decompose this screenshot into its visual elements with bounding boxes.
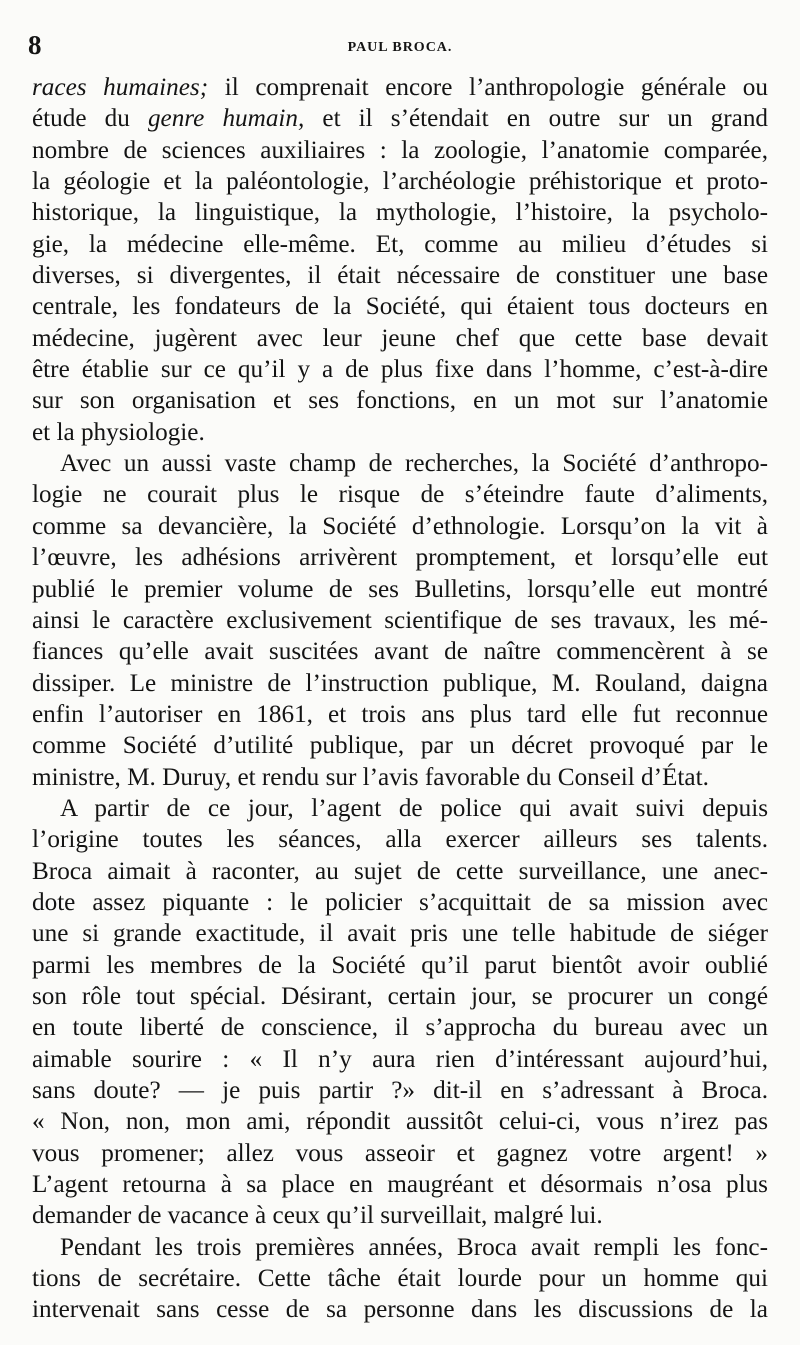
text-line bbox=[32, 887, 768, 918]
text-segment: étude du bbox=[32, 105, 148, 133]
text-segment: comme Société d’utilité publique, par un décret provoqué par le bbox=[32, 732, 768, 760]
text-line bbox=[32, 291, 768, 322]
text-segment: aimable sourire : « Il n’y aura rien d’intéressant aujourd’hui, bbox=[32, 1045, 768, 1073]
text-segment: diverses, si divergentes, il était nécessaire de constituer une base bbox=[32, 262, 768, 290]
text-line bbox=[32, 385, 768, 416]
text-line bbox=[32, 918, 768, 949]
text-line bbox=[32, 730, 768, 761]
text-line bbox=[32, 668, 768, 699]
text-line bbox=[32, 135, 768, 166]
text-segment: comme sa devancière, la Société d’ethnologie. Lorsqu’on la vit à bbox=[32, 512, 768, 540]
text-segment: gie, la médecine elle-même. Et, comme au milieu d’études si bbox=[32, 230, 768, 258]
text-line bbox=[32, 1200, 768, 1231]
text-line bbox=[32, 229, 768, 260]
text-line bbox=[32, 1169, 768, 1200]
text-line bbox=[32, 1263, 768, 1294]
text-segment: sans doute? — je puis partir ?» dit-il en s’adressant à Broca. bbox=[32, 1077, 768, 1104]
text-line bbox=[32, 448, 768, 479]
text-line bbox=[32, 511, 768, 542]
text-segment: ainsi le caractère exclusivement scientifique de ses travaux, les mé- bbox=[32, 606, 768, 634]
text-segment: publié le premier volume de ses Bulletins, lorsqu’elle eut montré bbox=[32, 575, 768, 603]
text-segment: demander de vacance à ceux qu’il surveillait, malgré lui. bbox=[32, 1202, 603, 1230]
text-segment: l’origine toutes les séances, alla exercer ailleurs ses talents. bbox=[32, 826, 768, 854]
text-segment: tions de secrétaire. Cette tâche était lourde pour un homme qui bbox=[32, 1265, 768, 1293]
text-segment: il comprenait encore l’anthropologie générale ou bbox=[208, 74, 768, 101]
text-line bbox=[32, 1012, 768, 1043]
italic-text: genre humain, bbox=[147, 105, 305, 133]
text-segment: Pendant les trois premières années, Broca avait rempli les fonc- bbox=[60, 1233, 768, 1261]
text-segment: être établie sur ce qu’il y a de plus fixe dans l’homme, c’est-à-dire bbox=[32, 356, 768, 384]
text-line bbox=[32, 1294, 768, 1325]
text-line bbox=[32, 762, 768, 793]
text-segment: et il s’étendait en outre sur un grand bbox=[304, 105, 769, 133]
text-line bbox=[32, 824, 768, 855]
text-segment: ministre, M. Duruy, et rendu sur l’avis favorable du Conseil d’État. bbox=[32, 763, 709, 791]
text-segment: médecine, jugèrent avec leur jeune chef que cette base devait bbox=[32, 324, 768, 352]
italic-text: races humaines; bbox=[32, 74, 209, 101]
text-segment: fiances qu’elle avait suscitées avant de naître commencèrent à se bbox=[32, 638, 768, 666]
text-segment: enfin l’autoriser en 1861, et trois ans plus tard elle fut reconnue bbox=[32, 700, 768, 728]
text-line bbox=[32, 636, 768, 667]
text-segment: Broca aimait à raconter, au sujet de cette surveillance, une anec- bbox=[32, 857, 768, 885]
text-line bbox=[32, 981, 768, 1012]
text-segment: dote assez piquante : le policier s’acquittait de sa mission avec bbox=[32, 888, 768, 916]
text-line bbox=[32, 417, 768, 448]
text-segment: Avec un aussi vaste champ de recherches, la Société d’anthropo- bbox=[60, 450, 768, 478]
text-segment: historique, la linguistique, la mythologie, l’histoire, la psycholo- bbox=[32, 199, 768, 227]
text-line bbox=[32, 793, 768, 824]
text-segment: logie ne courait plus le risque de s’éteindre faute d’aliments, bbox=[32, 481, 768, 509]
text-segment: son rôle tout spécial. Désirant, certain jour, se procurer un congé bbox=[32, 982, 768, 1010]
text-segment: une si grande exactitude, il avait pris une telle habitude de siéger bbox=[32, 920, 768, 948]
text-segment: l’œuvre, les adhésions arrivèrent promptement, et lorsqu’elle eut bbox=[32, 544, 768, 572]
text-segment: centrale, les fondateurs de la Société, qui étaient tous docteurs en bbox=[32, 293, 768, 321]
text-segment: « Non, non, mon ami, répondit aussitôt celui-ci, vous n’irez pas bbox=[32, 1108, 768, 1136]
text-line bbox=[32, 72, 768, 103]
text-line bbox=[32, 699, 768, 730]
text-line bbox=[32, 1075, 768, 1106]
text-segment: L’agent retourna à sa place en maugréant et désormais n’osa plus bbox=[32, 1171, 768, 1199]
text-line bbox=[32, 1044, 768, 1075]
text-line bbox=[32, 197, 768, 228]
text-line bbox=[32, 479, 768, 510]
text-segment: nombre de sciences auxiliaires : la zoologie, l’anatomie comparée, bbox=[32, 136, 768, 164]
text-segment: intervenait sans cesse de sa personne dans les discussions de la bbox=[32, 1296, 768, 1324]
body-text bbox=[32, 72, 768, 1326]
text-line bbox=[32, 856, 768, 887]
text-line bbox=[32, 605, 768, 636]
text-segment: en toute liberté de conscience, il s’approcha du bureau avec un bbox=[32, 1014, 768, 1042]
text-line bbox=[32, 260, 768, 291]
text-segment: sur son organisation et ses fonctions, en un mot sur l’anatomie bbox=[32, 387, 768, 415]
text-line bbox=[32, 354, 768, 385]
text-segment: et la physiologie. bbox=[32, 418, 205, 446]
text-line bbox=[32, 103, 768, 134]
text-line bbox=[32, 950, 768, 981]
text-segment: la géologie et la paléontologie, l’archéologie préhistorique et proto- bbox=[32, 168, 768, 196]
text-line bbox=[32, 1232, 768, 1263]
text-line bbox=[32, 1138, 768, 1169]
text-segment: dissiper. Le ministre de l’instruction publique, M. Rouland, daigna bbox=[32, 669, 768, 697]
page-header bbox=[22, 30, 778, 64]
text-segment: A partir de ce jour, l’agent de police qui avait suivi depuis bbox=[60, 794, 768, 822]
text-segment: parmi les membres de la Société qu’il parut bientôt avoir oublié bbox=[32, 951, 768, 979]
text-line bbox=[32, 542, 768, 573]
text-line bbox=[32, 323, 768, 354]
page-number: 8 bbox=[28, 30, 42, 60]
text-segment: vous promener; allez vous asseoir et gagnez votre argent! » bbox=[32, 1139, 768, 1167]
running-head: PAUL BROCA. bbox=[347, 40, 453, 55]
text-line bbox=[32, 166, 768, 197]
text-line bbox=[32, 1106, 768, 1137]
text-line bbox=[32, 574, 768, 605]
